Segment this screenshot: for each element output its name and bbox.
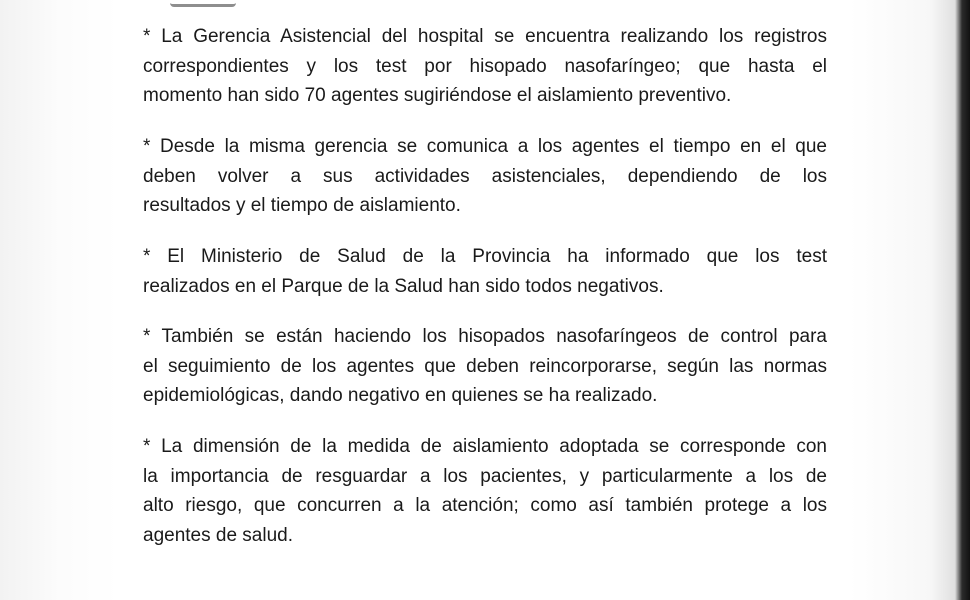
paragraph-line: deben volver a sus actividades asistenciales, dependiendo de los bbox=[143, 165, 827, 187]
paragraph-line: * La Gerencia Asistencial del hospital se encuentra realizando los registros bbox=[143, 26, 827, 47]
paragraph-line: * También se están haciendo los hisopados nasofaríngeos de control para bbox=[143, 326, 827, 347]
paragraph-line: agentes de salud. bbox=[143, 524, 294, 546]
paragraph-line: realizados en el Parque de la Salud han sido todos negativos. bbox=[143, 275, 664, 297]
cropped-top-text-fragment bbox=[170, 0, 236, 7]
paragraph-isolation-measure bbox=[143, 432, 827, 550]
paragraph-line: correspondientes y los test por hisopado nasofaríngeo; que hasta el bbox=[143, 55, 827, 77]
paragraph-line: el seguimiento de los agentes que deben reincorporarse, según las normas bbox=[143, 355, 827, 377]
paragraph-control-swabs bbox=[143, 322, 827, 411]
paragraph-line: * La dimensión de la medida de aislamiento adoptada se corresponde con bbox=[143, 436, 827, 457]
paragraph-testing-registration bbox=[143, 22, 827, 111]
paragraph-line: epidemiológicas, dando negativo en quienes se ha realizado. bbox=[143, 385, 658, 406]
paragraph-line: alto riesgo, que concurren a la atención; como así también protege a los bbox=[143, 495, 827, 516]
paragraph-return-to-work bbox=[143, 132, 827, 221]
paragraph-line: resultados y el tiempo de aislamiento. bbox=[143, 195, 461, 216]
paragraph-line: * El Ministerio de Salud de la Provincia ha informado que los test bbox=[143, 246, 827, 267]
paragraph-line: momento han sido 70 agentes sugiriéndose el aislamiento preventivo. bbox=[143, 85, 732, 106]
paragraph-line: * Desde la misma gerencia se comunica a los agentes el tiempo en el que bbox=[143, 136, 827, 157]
paragraph-line: la importancia de resguardar a los pacientes, y particularmente a los de bbox=[143, 465, 827, 487]
paragraph-ministry-results bbox=[143, 242, 827, 301]
